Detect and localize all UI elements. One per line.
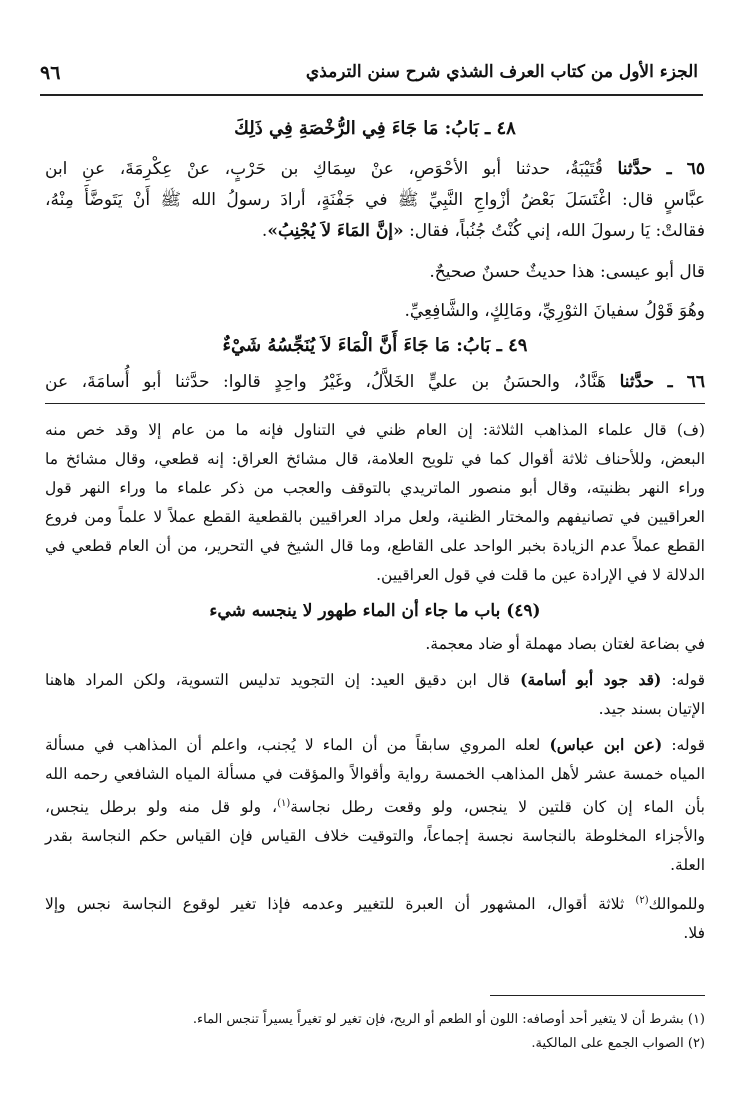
- header-rule: [40, 94, 703, 96]
- commentary-p4-line-3: [45, 789, 705, 822]
- p3-lemma: (قد جود أبو أسامة): [520, 670, 662, 689]
- hadith-66-line-1: [45, 367, 705, 398]
- commentary-p1-line: العراقيين في تصانيفهم والمختار الظنية، ولعل مراد العراقيين بالقطعية القطع عملاً لا علماً ومن فروع: [45, 508, 705, 526]
- hadith-65-period: .: [261, 221, 268, 241]
- p4-line3-a: بأن الماء إن كان قلتين لا ينجس، ولو وقعت رطل نجاسة: [290, 798, 705, 817]
- commentary-p4-line-5: العلة.: [670, 856, 705, 875]
- hadith-65-lead: حدَّثنا: [617, 159, 653, 179]
- grading-line: قال أبو عيسى: هذا حديثٌ حسنٌ صحيحٌ.: [429, 262, 705, 282]
- hadith-65-number: ٦٥ ـ: [666, 159, 706, 179]
- commentary-p5-line-1: [45, 886, 705, 919]
- commentary-heading-49: (٤٩) باب ما جاء أن الماء طهور لا ينجسه شيء: [209, 601, 541, 621]
- section-divider: [45, 403, 705, 404]
- footnote-2: (٢) الصواب الجمع على المالكية.: [531, 1036, 705, 1051]
- p4-lemma: (عن ابن عباس): [549, 735, 663, 754]
- footnote-ref-2[interactable]: (٢): [635, 895, 649, 907]
- commentary-p1-line: الدلالة لا في الإرادة عين ما قلت في قول العراقيين.: [376, 566, 705, 584]
- chapter-heading-49: ٤٩ ـ بَابُ: مَا جَاءَ أَنَّ الْمَاءَ لاَ يُنَجِّسُهُ شَيْءٌ: [222, 335, 528, 356]
- footnote-ref-1[interactable]: (١): [277, 798, 291, 809]
- hadith-66-number: ٦٦ ـ: [667, 372, 706, 392]
- hadith-65-line-2: عبَّاسٍ قال: اغْتَسَلَ بَعْضُ أزْواجِ النَّبِيِّ ﷺ في جَفْنَةٍ، أرادَ رسولُ الله ﷺ أَنْ يَتَوضَّأَ مِنْهُ،: [45, 190, 705, 210]
- p4-rest: لعله المروي سابقاً من أن الماء لا يُجنب، واعلم أن المذاهب في مسألة: [45, 736, 541, 754]
- p4-line3-b: ، ولو قل منه ولو برطل ينجس،: [45, 798, 278, 817]
- hadith-65-line-3: [45, 216, 705, 247]
- commentary-p2: في بضاعة لغتان بصاد مهملة أو ضاد معجمة.: [425, 635, 705, 653]
- hadith-65-text-1: قُتَيْبَةُ، حدثنا أبو الأحْوَصِ، عنْ سِمَاكِ بن حَرْبٍ، عنْ عِكْرِمَةَ، عنِ ابن: [45, 159, 603, 179]
- commentary-p1-line: (ف) قال علماء المذاهب الثلاثة: إن العام ظني في التناول فإنه ما من عام إلا وقد خص منه: [45, 421, 705, 439]
- p4-prefix: قوله:: [671, 736, 705, 754]
- p3-rest: قال ابن دقيق العيد: إن التجويد تدليس التسوية، ولكن المراد هاهنا: [45, 671, 511, 689]
- hadith-66-text-1: هَنَّادٌ، والحسَنُ بن عليٍّ الخَلاَّلُ، وغَيْرُ واحِدٍ قالوا: حدَّثنا أبو أُسامَةَ، عن: [45, 372, 606, 392]
- hadith-section: [45, 112, 705, 398]
- scholars-line: وهُوَ قَوْلُ سفيانَ الثوْرِيِّ، ومَالِكٍ، والشَّافِعِيِّ.: [404, 301, 705, 321]
- footnote-rule: [490, 995, 705, 996]
- book-title: الجزء الأول من كتاب العرف الشذي شرح سنن الترمذي: [305, 62, 698, 82]
- footnotes: [45, 1008, 705, 1056]
- page-number: ٩٦: [40, 62, 61, 84]
- commentary-p1-line: وراء النهر بظنيته، وقال أبو منصور الماتريدي بالتوقف والعجب من ذكر علماء ما وراء النهر قول: [45, 479, 705, 497]
- chapter-heading-48: ٤٨ ـ بَابُ: مَا جَاءَ فِي الرُّخْصَةِ فِي ذَلِكَ: [234, 118, 516, 139]
- commentary-p4-line-1: [45, 730, 705, 760]
- running-header: [40, 62, 698, 90]
- p3-prefix: قوله:: [671, 671, 705, 689]
- p5-a: وللموالك: [648, 895, 705, 914]
- commentary-p4-line-4: والأجزاء المخلوطة بالنجاسة نجسة إجماعاً، والتوقيت خلاف القياس فإن القياس حكم النجاسة بقدر: [45, 827, 705, 846]
- commentary-p3-line-2: الإتيان بسند جيد.: [598, 700, 705, 718]
- commentary-p1-line: البعض، وللأحناف ثلاثة أقوال كما في تلويح العلامة، قال مشائخ العراق: إنه قطعي، وقال مشائخ ما: [45, 450, 705, 468]
- commentary-p4-line-2: المياه خمسة عشر لأهل المذاهب الخمسة رواية وأقوالاً والمؤقت في مسألة المياه الشافعي رحمه الله: [45, 765, 705, 783]
- commentary-section: [45, 416, 705, 948]
- footnote-1: (١) بشرط أن لا يتغير أحد أوصافه: اللون أو الطعم أو الريح، فإن تغير لو تغيراً يسيراً تنجس الماء.: [192, 1012, 705, 1027]
- hadith-65-line-1: [45, 154, 705, 185]
- commentary-p1-line: القطع عملاً عدم الزيادة بخبر الواحد على القاطع، وما قال الشيخ في التحرير، من أن العام قطعي في: [45, 537, 705, 555]
- commentary-p3-line-1: [45, 665, 705, 695]
- prophet-quote: «إنَّ المَاءَ لاَ يُجْنِبُ»: [267, 221, 404, 241]
- commentary-p5-line-2: فلا.: [683, 924, 705, 943]
- hadith-65-text-3: فقالتْ: يَا رسولَ الله، إني كُنْتُ جُنُباً، فقال:: [409, 221, 705, 241]
- hadith-66-lead: حدَّثنا: [619, 372, 655, 392]
- p5-b: ثلاثة أقوال، المشهور أن العبرة للتغيير وعدمه فإذا تغير لوقوع النجاسة نجس وإلا: [45, 895, 625, 914]
